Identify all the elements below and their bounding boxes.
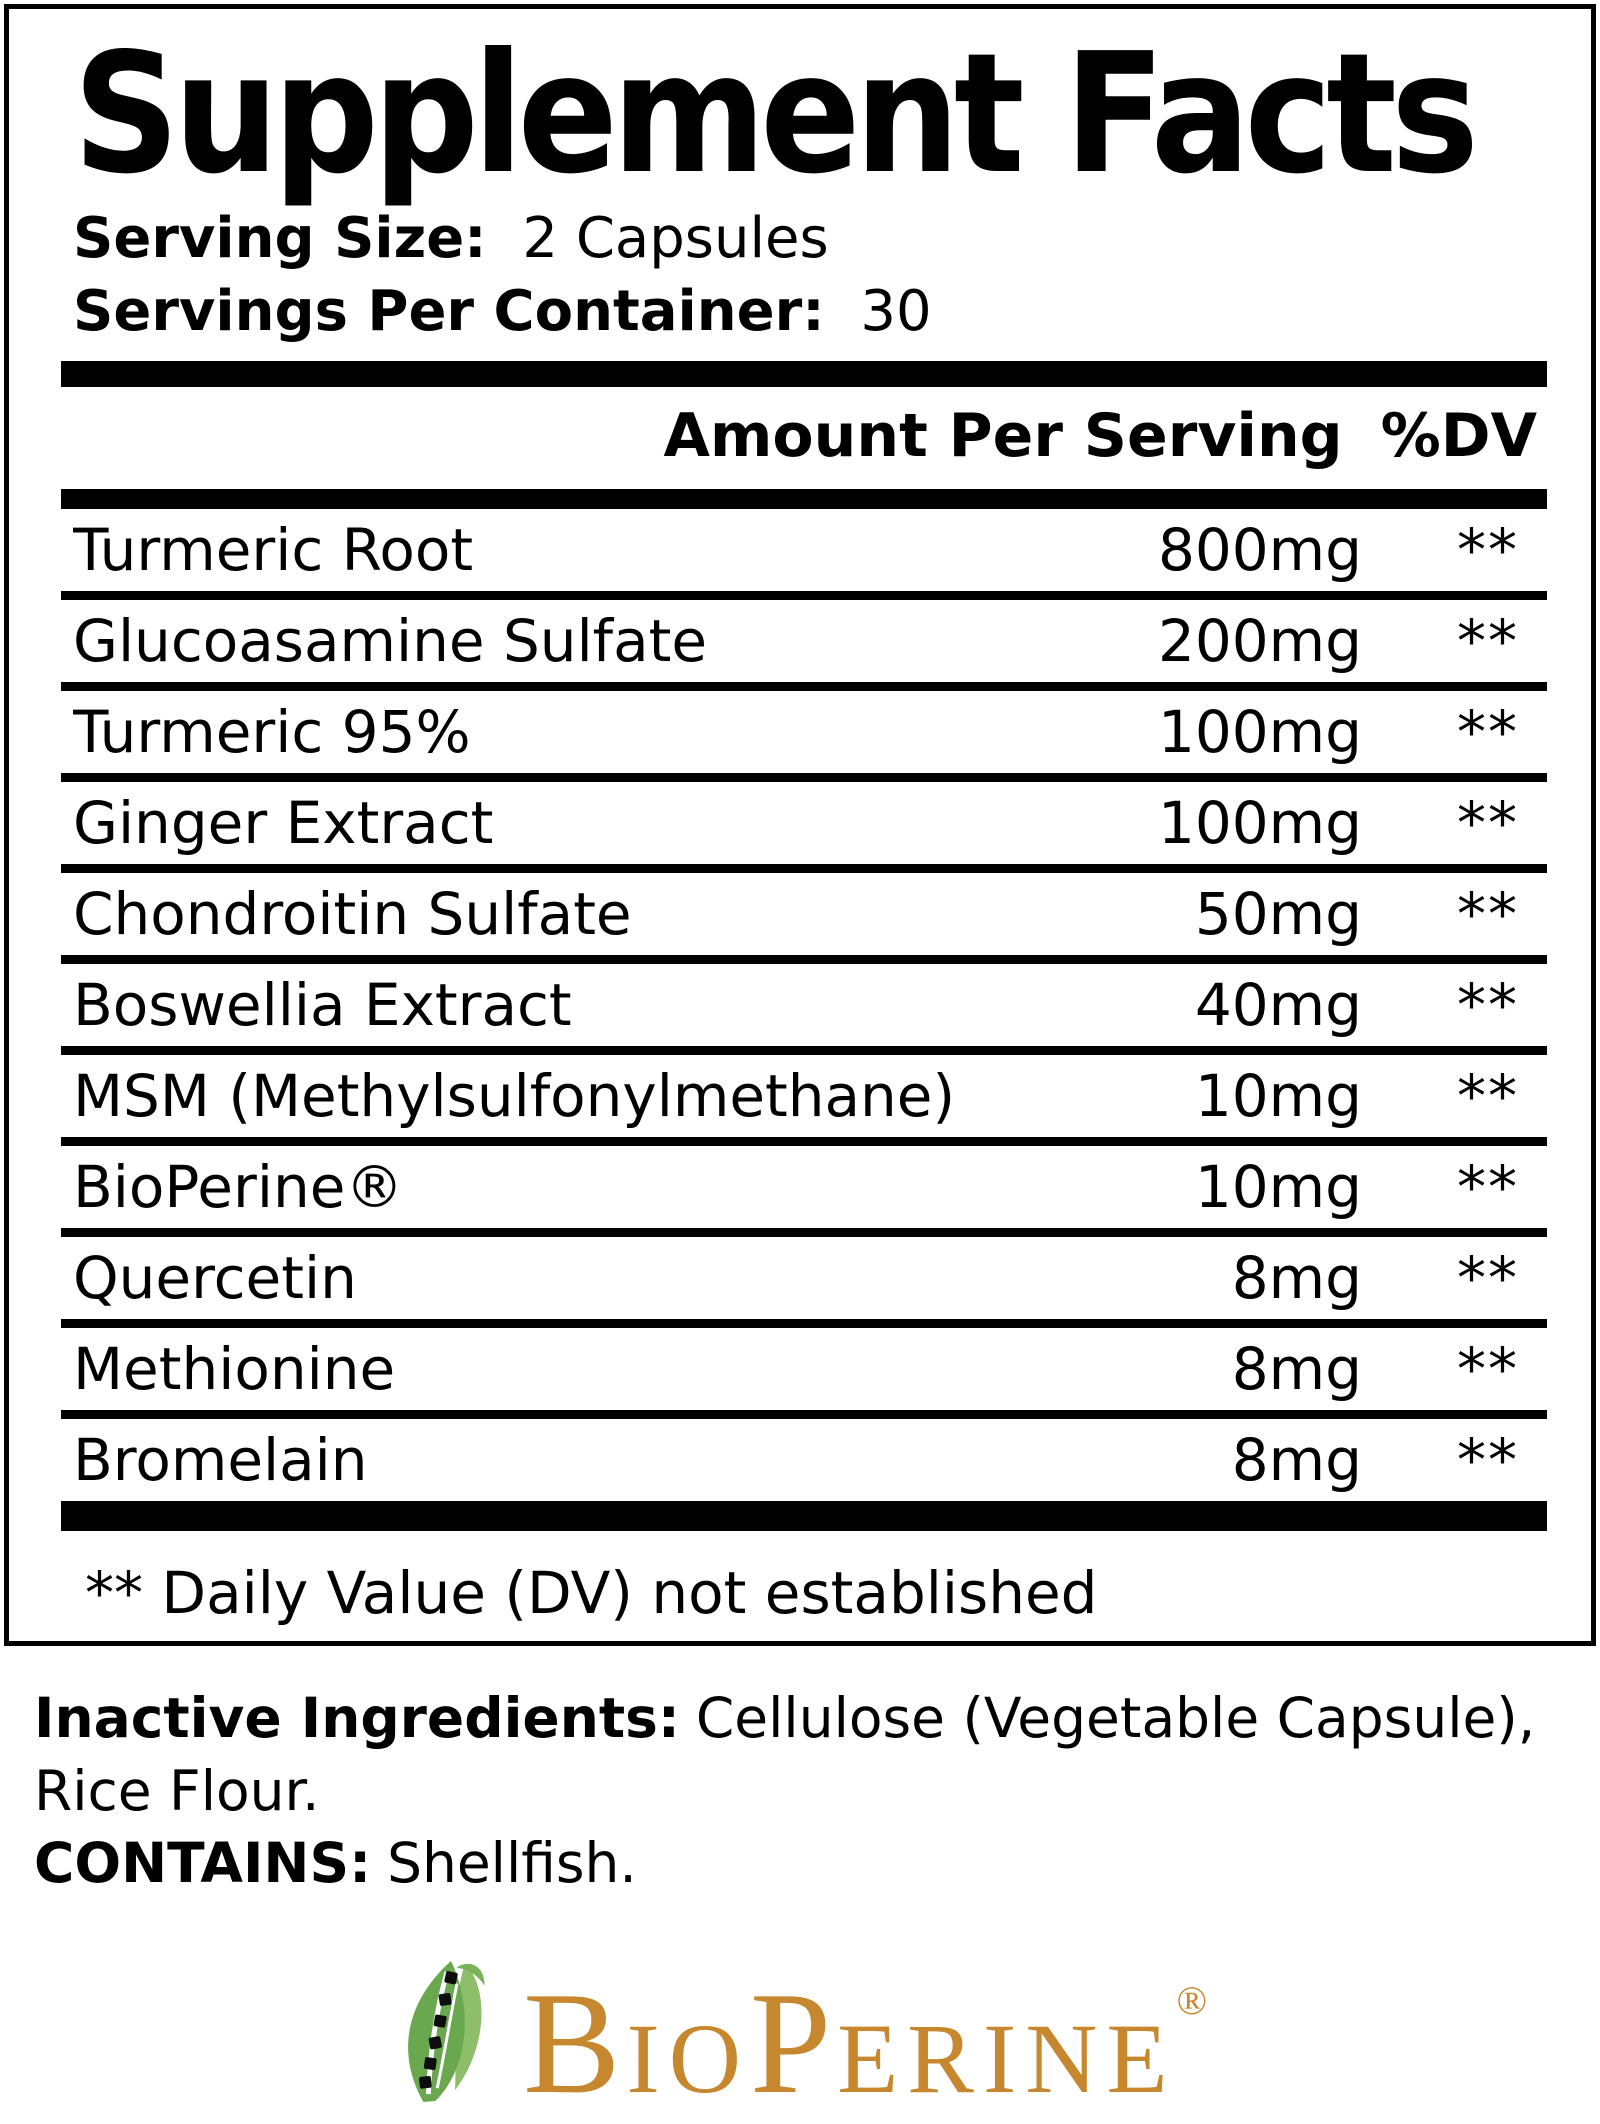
servings-per-container-line [73, 276, 1547, 349]
serving-size-label: Serving Size: [73, 206, 487, 271]
ingredient-amount: 40mg [1194, 970, 1362, 1039]
wordmark-letter-p: P [749, 1961, 838, 2124]
ingredient-row [61, 964, 1547, 1055]
ingredient-row [61, 509, 1547, 600]
ingredient-name: Turmeric Root [73, 515, 474, 584]
supplement-label-page [0, 4, 1600, 2124]
divider-thick-top [61, 361, 1547, 387]
ingredient-amount: 10mg [1194, 1152, 1362, 1221]
ingredient-name: Glucoasamine Sulfate [73, 606, 708, 675]
ingredient-dv: ** [1457, 1061, 1519, 1130]
ingredient-row [61, 873, 1547, 964]
contains-line [34, 1827, 1574, 1900]
ingredient-dv: ** [1457, 1243, 1519, 1312]
supplement-facts-panel [4, 4, 1596, 1646]
registered-trademark-icon: ® [1176, 1977, 1207, 2023]
servings-per-container-value: 30 [860, 278, 932, 344]
divider-heavy-bottom [61, 1501, 1547, 1531]
ingredient-dv: ** [1457, 515, 1519, 584]
ingredient-row [61, 1055, 1547, 1146]
bioperine-logo [0, 1952, 1600, 2124]
servings-per-container-label: Servings Per Container: [73, 278, 825, 344]
ingredient-name: Quercetin [73, 1243, 357, 1312]
ingredient-amount: 100mg [1157, 788, 1362, 857]
ingredient-row [61, 600, 1547, 691]
ingredient-dv: ** [1457, 788, 1519, 857]
serving-size-value: 2 Capsules [522, 206, 829, 271]
pepper-leaf-icon [393, 1956, 513, 2104]
ingredient-row [61, 1328, 1547, 1419]
daily-value-footnote: ** Daily Value (DV) not established [85, 1558, 1098, 1627]
ingredient-dv: ** [1457, 1425, 1519, 1494]
ingredient-row [61, 782, 1547, 873]
ingredient-dv: ** [1457, 1152, 1519, 1221]
ingredient-amount: 8mg [1231, 1243, 1362, 1312]
wordmark-letters-io: IO [626, 2002, 750, 2114]
ingredient-dv: ** [1457, 697, 1519, 766]
ingredient-name: Bromelain [73, 1425, 368, 1494]
amount-per-serving-header: Amount Per Serving [663, 400, 1343, 471]
additional-info [34, 1682, 1574, 1900]
ingredient-row [61, 1146, 1547, 1237]
wordmark-letter-b: B [523, 1961, 627, 2124]
ingredient-dv: ** [1457, 879, 1519, 948]
divider-under-header [61, 489, 1547, 509]
ingredient-amount: 8mg [1231, 1425, 1362, 1494]
ingredient-name: Methionine [73, 1334, 396, 1403]
ingredient-name: MSM (Methylsulfonylmethane) [73, 1061, 956, 1130]
ingredient-dv: ** [1457, 970, 1519, 1039]
panel-title: Supplement Facts [73, 17, 1474, 211]
serving-size-line [73, 203, 1547, 276]
ingredient-row [61, 691, 1547, 782]
ingredient-name: Turmeric 95% [73, 697, 471, 766]
ingredient-name: Chondroitin Sulfate [73, 879, 632, 948]
ingredient-amount: 8mg [1231, 1334, 1362, 1403]
bioperine-wordmark [523, 1952, 1207, 2124]
inactive-ingredients-value: Cellulose (Vegetable Capsule), Rice Flour. [34, 1686, 1536, 1823]
ingredient-rows [61, 509, 1547, 1501]
ingredient-name: Ginger Extract [73, 788, 494, 857]
ingredient-row [61, 1419, 1547, 1501]
wordmark-letters-erine: ERINE [837, 2002, 1177, 2114]
ingredient-row [61, 1237, 1547, 1328]
ingredient-amount: 200mg [1157, 606, 1362, 675]
contains-label: CONTAINS: [34, 1831, 372, 1896]
percent-dv-header: %DV [1380, 400, 1537, 471]
ingredient-name: BioPerine® [73, 1152, 404, 1221]
ingredient-dv: ** [1457, 1334, 1519, 1403]
ingredient-amount: 100mg [1157, 697, 1362, 766]
ingredient-amount: 10mg [1194, 1061, 1362, 1130]
ingredient-amount: 50mg [1194, 879, 1362, 948]
contains-value: Shellfish. [387, 1831, 637, 1896]
ingredient-amount: 800mg [1157, 515, 1362, 584]
ingredient-name: Boswellia Extract [73, 970, 572, 1039]
ingredient-dv: ** [1457, 606, 1519, 675]
inactive-ingredients-label: Inactive Ingredients: [34, 1686, 680, 1750]
inactive-ingredients-line [34, 1682, 1574, 1827]
column-header-row [61, 387, 1547, 489]
